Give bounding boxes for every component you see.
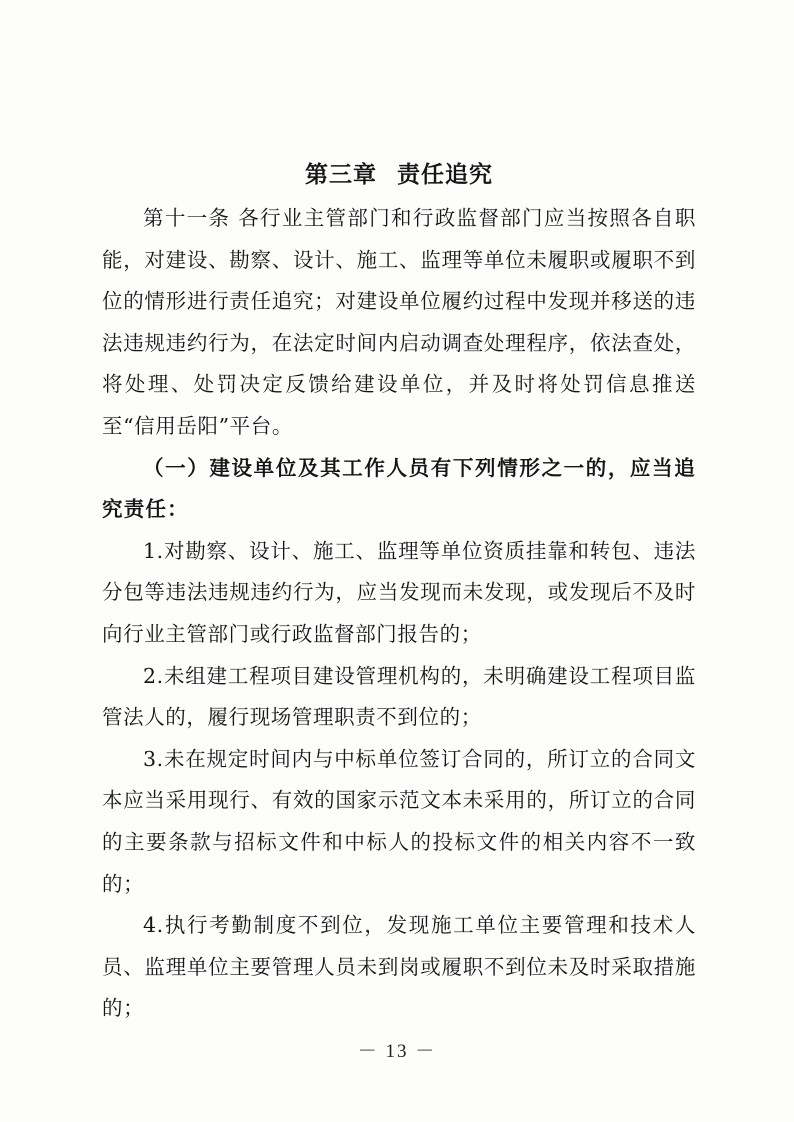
section-one-heading: （一）建设单位及其工作人员有下列情形之一的，应当追究责任： [102, 455, 696, 522]
chapter-title [102, 155, 696, 195]
chapter-name: 责任追究 [397, 162, 493, 188]
article-eleven-paragraph: 第十一条 各行业主管部门和行政监督部门应当按照各自职能，对建设、勘察、设计、施工、监理等单位未履职或履职不到位的情形进行责任追究；对建设单位履约过程中发现并移送的违法违规违约行为，在法定时间内启动调查处理程序，依法查处，将处理、处罚决定反馈给建设单位，并及时将处罚信息推送至“信用岳阳”平台。 [102, 206, 696, 438]
page-number: － 13 － [357, 1041, 437, 1062]
list-item-4: 4.执行考勤制度不到位，发现施工单位主要管理和技术人员、监理单位主要管理人员未到岗或履职不到位未及时采取措施的； [102, 913, 696, 1021]
chapter-number: 第三章 [305, 162, 377, 188]
list-item-2: 2.未组建工程项目建设管理机构的，未明确建设工程项目监管法人的，履行现场管理职责不到位的； [102, 663, 696, 730]
list-item-1: 1.对勘察、设计、施工、监理等单位资质挂靠和转包、违法分包等违法违规违约行为，应当发现而未发现，或发现后不及时向行业主管部门或行政监督部门报告的； [102, 538, 696, 646]
page-content [102, 155, 696, 1030]
list-item-3: 3.未在规定时间内与中标单位签订合同的，所订立的合同文本应当采用现行、有效的国家示范文本未采用的，所订立的合同的主要条款与招标文件和中标人的投标文件的相关内容不一致的； [102, 746, 696, 896]
